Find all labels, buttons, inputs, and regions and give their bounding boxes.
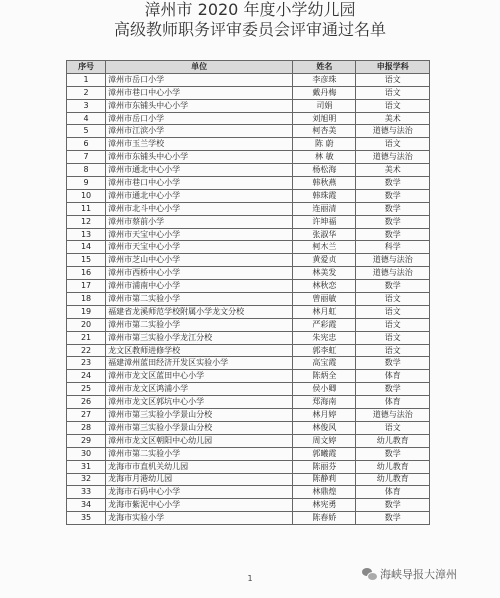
cell-unit: 龙文区教师进修学校: [106, 344, 293, 357]
cell-no: 25: [67, 383, 106, 396]
cell-name: 黄爱贞: [293, 254, 356, 267]
table-row: [67, 177, 430, 190]
cell-unit: 漳州市芝山中心小学: [106, 254, 293, 267]
cell-name: 柯杏美: [293, 125, 356, 138]
cell-no: 12: [67, 215, 106, 228]
table-row: [67, 357, 430, 370]
cell-name: 张淑华: [293, 228, 356, 241]
cell-no: 4: [67, 112, 106, 125]
cell-no: 18: [67, 293, 106, 306]
cell-name: 司娟: [293, 99, 356, 112]
cell-no: 21: [67, 331, 106, 344]
watermark-text: 海峡导报大漳州: [380, 568, 457, 581]
table-row: [67, 267, 430, 280]
table-row: [67, 305, 430, 318]
cell-subject: 语文: [356, 331, 430, 344]
watermark-badge: [362, 566, 457, 582]
cell-subject: 语文: [356, 138, 430, 151]
cell-subject: 语文: [356, 293, 430, 306]
cell-subject: 道德与法治: [356, 267, 430, 280]
cell-subject: 数学: [356, 189, 430, 202]
cell-name: 林俊风: [293, 421, 356, 434]
cell-subject: 幼儿教育: [356, 434, 430, 447]
cell-unit: 漳州市蔡前小学: [106, 215, 293, 228]
cell-subject: 数学: [356, 383, 430, 396]
table-row: [67, 254, 430, 267]
cell-no: 30: [67, 447, 106, 460]
cell-no: 31: [67, 460, 106, 473]
header-subject: 申报学科: [356, 61, 430, 74]
table-row: [67, 151, 430, 164]
cell-unit: 龙海市石码中心小学: [106, 486, 293, 499]
table-row: [67, 383, 430, 396]
approval-list-table: [66, 60, 430, 525]
cell-subject: 道德与法治: [356, 254, 430, 267]
cell-no: 7: [67, 151, 106, 164]
cell-no: 3: [67, 99, 106, 112]
header-no: 序号: [67, 61, 106, 74]
doc-title-line2: 高级教师职务评审委员会评审通过名单: [113, 20, 386, 39]
table-row: [67, 318, 430, 331]
cell-subject: 语文: [356, 344, 430, 357]
header-name: 姓名: [293, 61, 356, 74]
cell-no: 19: [67, 305, 106, 318]
cell-subject: 数学: [356, 177, 430, 190]
table-row: [67, 370, 430, 383]
table-row: [67, 241, 430, 254]
table-row: [67, 125, 430, 138]
cell-subject: 道德与法治: [356, 125, 430, 138]
cell-name: 韩珠霞: [293, 189, 356, 202]
cell-name: 林宪勇: [293, 499, 356, 512]
table-row: [67, 447, 430, 460]
cell-subject: 美术: [356, 164, 430, 177]
cell-subject: 数学: [356, 215, 430, 228]
table-body: [67, 73, 430, 524]
cell-unit: 漳州市龙文区朝阳中心幼儿园: [106, 434, 293, 447]
table-row: [67, 512, 430, 525]
cell-no: 16: [67, 267, 106, 280]
cell-name: 林鼎煌: [293, 486, 356, 499]
cell-unit: 漳州市东铺头中心小学: [106, 151, 293, 164]
cell-no: 13: [67, 228, 106, 241]
cell-no: 17: [67, 280, 106, 293]
table-row: [67, 73, 430, 86]
cell-name: 朱宪忠: [293, 331, 356, 344]
cell-no: 11: [67, 202, 106, 215]
cell-unit: 漳州市第二实验小学: [106, 447, 293, 460]
cell-name: 侯小卿: [293, 383, 356, 396]
table-row: [67, 99, 430, 112]
cell-subject: 幼儿教育: [356, 460, 430, 473]
cell-subject: 道德与法治: [356, 409, 430, 422]
cell-no: 24: [67, 370, 106, 383]
table-row: [67, 486, 430, 499]
cell-no: 9: [67, 177, 106, 190]
table-row: [67, 396, 430, 409]
cell-unit: 漳州市第三实验小学龙江分校: [106, 331, 293, 344]
cell-name: 许坤福: [293, 215, 356, 228]
table-row: [67, 215, 430, 228]
cell-subject: 体育: [356, 486, 430, 499]
table-row: [67, 409, 430, 422]
cell-name: 林月虹: [293, 305, 356, 318]
cell-subject: 体育: [356, 370, 430, 383]
cell-unit: 漳州市岳口小学: [106, 73, 293, 86]
table-row: [67, 499, 430, 512]
cell-unit: 漳州市天宝中心小学: [106, 241, 293, 254]
cell-unit: 漳州市通北中心小学: [106, 164, 293, 177]
cell-subject: 数学: [356, 512, 430, 525]
cell-name: 陈春娇: [293, 512, 356, 525]
table-row: [67, 421, 430, 434]
cell-unit: 漳州市通北中心小学: [106, 189, 293, 202]
cell-name: 林秋恋: [293, 280, 356, 293]
cell-subject: 数学: [356, 202, 430, 215]
table-row: [67, 164, 430, 177]
cell-name: 戴丹梅: [293, 86, 356, 99]
cell-name: 林月婷: [293, 409, 356, 422]
table-row: [67, 473, 430, 486]
cell-unit: 漳州市巷口中心小学: [106, 86, 293, 99]
table-row: [67, 202, 430, 215]
table-row: [67, 434, 430, 447]
cell-name: 柯木兰: [293, 241, 356, 254]
cell-name: 周文婷: [293, 434, 356, 447]
cell-no: 22: [67, 344, 106, 357]
cell-subject: 体育: [356, 396, 430, 409]
cell-name: 陈炳全: [293, 370, 356, 383]
cell-subject: 数学: [356, 228, 430, 241]
cell-name: 高宝霞: [293, 357, 356, 370]
table-row: [67, 86, 430, 99]
cell-unit: 龙海市紫泥中心小学: [106, 499, 293, 512]
table-row: [67, 460, 430, 473]
cell-subject: 语文: [356, 99, 430, 112]
cell-subject: 语文: [356, 86, 430, 99]
cell-name: 林美发: [293, 267, 356, 280]
cell-unit: 漳州市江滨小学: [106, 125, 293, 138]
doc-title-line1: 漳州市 2020 年度小学幼儿园: [144, 0, 356, 19]
cell-no: 6: [67, 138, 106, 151]
table-row: [67, 112, 430, 125]
cell-no: 27: [67, 409, 106, 422]
cell-no: 2: [67, 86, 106, 99]
cell-name: 郭李虹: [293, 344, 356, 357]
cell-name: 连丽清: [293, 202, 356, 215]
cell-unit: 漳州市北斗中心小学: [106, 202, 293, 215]
cell-no: 35: [67, 512, 106, 525]
table-row: [67, 280, 430, 293]
cell-unit: 漳州市西桥中心小学: [106, 267, 293, 280]
cell-subject: 科学: [356, 241, 430, 254]
page-number: 1: [247, 574, 253, 583]
cell-unit: 漳州市岳口小学: [106, 112, 293, 125]
cell-subject: 数学: [356, 357, 430, 370]
cell-name: 李彦珠: [293, 73, 356, 86]
table-row: [67, 344, 430, 357]
cell-no: 34: [67, 499, 106, 512]
cell-no: 32: [67, 473, 106, 486]
cell-subject: 美术: [356, 112, 430, 125]
cell-name: 韩秋燕: [293, 177, 356, 190]
cell-unit: 漳州市东铺头中心小学: [106, 99, 293, 112]
cell-name: 杨松海: [293, 164, 356, 177]
cell-subject: 幼儿教育: [356, 473, 430, 486]
cell-no: 26: [67, 396, 106, 409]
table-row: [67, 228, 430, 241]
table-header-row: [67, 61, 430, 74]
cell-unit: 漳州市第三实验小学景山分校: [106, 421, 293, 434]
cell-no: 15: [67, 254, 106, 267]
cell-unit: 龙海市实验小学: [106, 512, 293, 525]
cell-unit: 漳州市天宝中心小学: [106, 228, 293, 241]
cell-no: 10: [67, 189, 106, 202]
cell-subject: 语文: [356, 318, 430, 331]
cell-unit: 福建省龙溪师范学校附属小学龙文分校: [106, 305, 293, 318]
cell-unit: 漳州市浦南中心小学: [106, 280, 293, 293]
cell-subject: 语文: [356, 421, 430, 434]
cell-unit: 福建漳州蓝田经济开发区实验小学: [106, 357, 293, 370]
cell-name: 严彩霞: [293, 318, 356, 331]
cell-unit: 龙海市市直机关幼儿园: [106, 460, 293, 473]
cell-no: 8: [67, 164, 106, 177]
cell-unit: 漳州市龙文区鸿浦小学: [106, 383, 293, 396]
cell-no: 14: [67, 241, 106, 254]
cell-no: 23: [67, 357, 106, 370]
table-row: [67, 189, 430, 202]
cell-subject: 数学: [356, 499, 430, 512]
cell-unit: 漳州市龙文区蓝田中心小学: [106, 370, 293, 383]
header-unit: 单位: [106, 61, 293, 74]
cell-subject: 语文: [356, 305, 430, 318]
cell-unit: 漳州市第二实验小学: [106, 318, 293, 331]
cell-unit: 漳州市第三实验小学景山分校: [106, 409, 293, 422]
cell-no: 5: [67, 125, 106, 138]
wechat-icon: [362, 568, 376, 580]
cell-no: 29: [67, 434, 106, 447]
cell-unit: 龙海市月港幼儿园: [106, 473, 293, 486]
cell-name: 郑海南: [293, 396, 356, 409]
cell-name: 刘旭明: [293, 112, 356, 125]
cell-subject: 道德与法治: [356, 151, 430, 164]
cell-name: 林 敏: [293, 151, 356, 164]
cell-name: 郭曦霞: [293, 447, 356, 460]
cell-subject: 数学: [356, 447, 430, 460]
table-row: [67, 138, 430, 151]
cell-subject: 数学: [356, 280, 430, 293]
cell-no: 1: [67, 73, 106, 86]
cell-unit: 漳州市玉兰学校: [106, 138, 293, 151]
cell-unit: 漳州市巷口中心小学: [106, 177, 293, 190]
cell-no: 28: [67, 421, 106, 434]
cell-name: 陈 蔚: [293, 138, 356, 151]
cell-no: 20: [67, 318, 106, 331]
cell-name: 陈丽芬: [293, 460, 356, 473]
table-row: [67, 331, 430, 344]
cell-unit: 漳州市龙文区郭坑中心小学: [106, 396, 293, 409]
cell-name: 陈静莉: [293, 473, 356, 486]
table-row: [67, 293, 430, 306]
cell-unit: 漳州市第二实验小学: [106, 293, 293, 306]
cell-name: 曾丽敏: [293, 293, 356, 306]
cell-no: 33: [67, 486, 106, 499]
cell-subject: 语文: [356, 73, 430, 86]
